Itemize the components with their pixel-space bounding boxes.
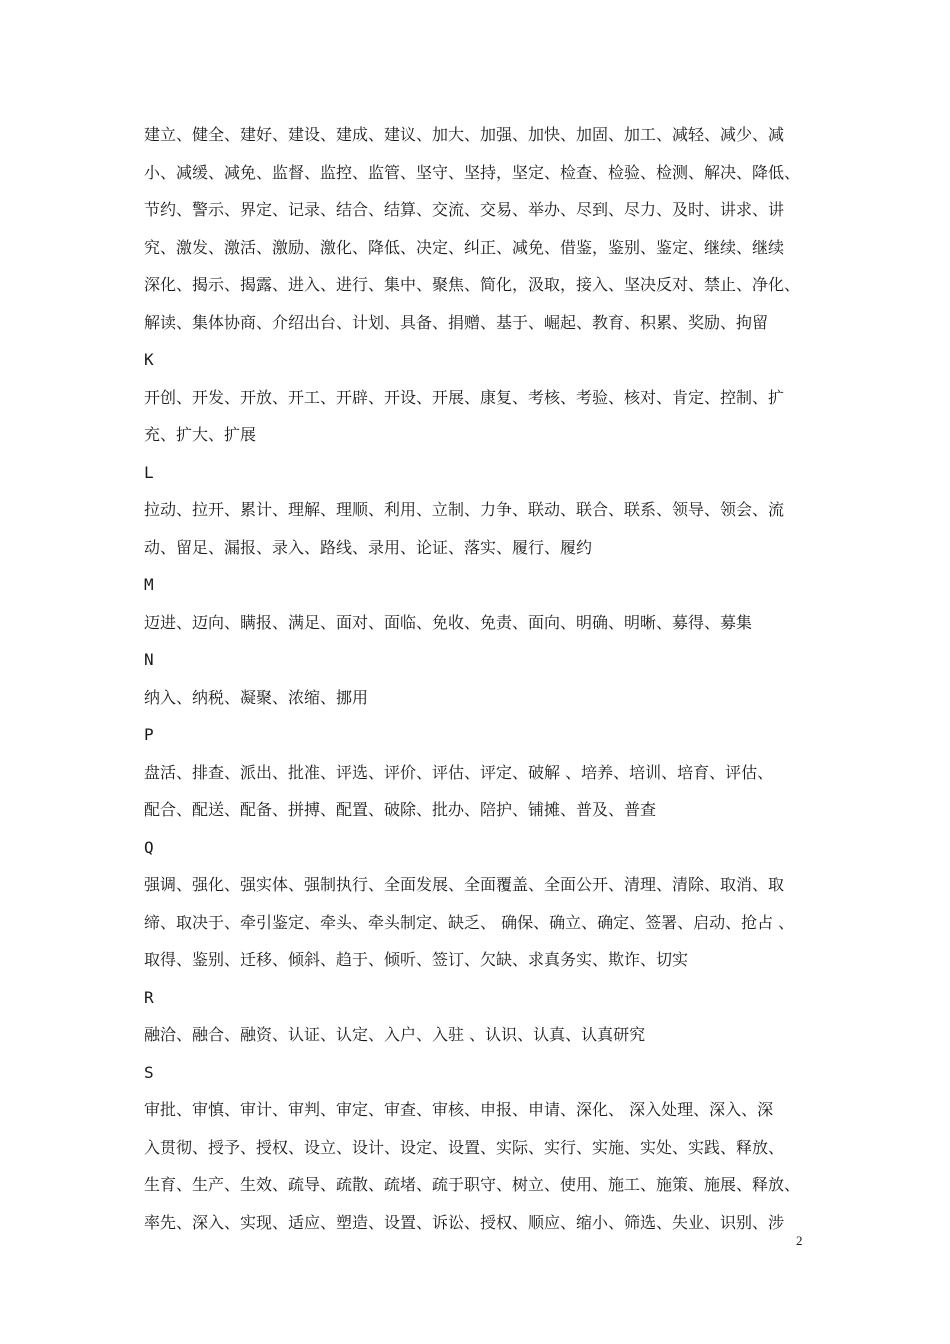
text-line: 建立、健全、建好、建设、建成、建议、加大、加强、加快、加固、加工、减轻、减少、减 xyxy=(144,125,785,144)
text-line: 小、减缓、减免、监督、监控、监管、坚守、坚持，坚定、检查、检验、检测、解决、降低、 xyxy=(144,162,801,182)
text-line: 迈进、迈向、瞒报、满足、面对、面临、免收、免责、面向、明确、明晰、募得、募集 xyxy=(144,612,753,632)
text-line: 审批、审慎、审计、审判、审定、审查、审核、申报、申请、深化、 深入处理、深入、深 xyxy=(144,1100,774,1119)
text-line: 率先、深入、实现、适应、塑造、设置、诉讼、授权、顺应、缩小、筛选、失业、识别、涉 xyxy=(144,1212,785,1232)
document-body xyxy=(144,116,809,1241)
text-line: 解读、集体协商、介绍出台、计划、具备、捐赠、基于、崛起、教育、积累、奖励、拘留 xyxy=(144,312,769,332)
text-line: 强调、强化、强实体、强制执行、全面发展、全面覆盖、全面公开、清理、清除、取消、取 xyxy=(144,875,785,894)
text-line: 节约、警示、界定、记录、结合、结算、交流、交易、举办、尽到、尽力、及时、讲求、讲 xyxy=(144,200,785,219)
text-line: 入贯彻、授予、授权、设立、设计、设定、设置、实际、实行、实施、实处、实践、释放、 xyxy=(144,1137,785,1157)
text-line: 开创、开发、开放、开工、开辟、开设、开展、康复、考核、考验、核对、肯定、控制、扩 xyxy=(144,387,785,407)
section-letter-l: L xyxy=(144,462,154,482)
section-letter-p: P xyxy=(144,725,154,744)
text-line: 深化、揭示、揭露、进入、进行、集中、聚焦、简化，汲取，接入、坚决反对、禁止、净化、 xyxy=(144,275,801,294)
text-line: 纳入、纳税、凝聚、浓缩、挪用 xyxy=(144,687,369,707)
section-letter-r: R xyxy=(144,987,154,1007)
text-line: 配合、配送、配备、拼搏、配置、破除、批办、陪护、铺摊、普及、普查 xyxy=(144,800,657,819)
page-number: 2 xyxy=(796,1233,803,1248)
text-line: 盘活、排查、派出、批准、评选、评价、评估、评定、破解 、培养、培训、培育、评估、 xyxy=(144,762,774,782)
text-line: 究、激发、激活、激励、激化、降低、决定、纠正、减免、借鉴，鉴别、鉴定、继续、继续 xyxy=(144,237,785,257)
text-line: 融洽、融合、融资、认证、认定、入户、入驻 、认识、认真、认真研究 xyxy=(144,1025,646,1044)
text-line: 动、留足、漏报、录入、路线、录用、论证、落实、履行、履约 xyxy=(144,537,593,557)
text-line: 拉动、拉开、累计、理解、理顺、利用、立制、力争、联动、联合、联系、领导、领会、流 xyxy=(144,500,785,519)
text-line: 取得、鉴别、迁移、倾斜、趋于、倾听、签订、欠缺、求真务实、欺诈、切实 xyxy=(144,950,689,969)
section-letter-m: M xyxy=(144,575,154,594)
text-line: 生育、生产、生效、疏导、疏散、疏堵、疏于职守、树立、使用、施工、施策、施展、释放、 xyxy=(144,1175,801,1194)
text-line: 缔、取决于、牵引鉴定、牵头、牵头制定、缺乏、 确保、确立、确定、签署、启动、抢占 、 xyxy=(144,912,795,932)
section-letter-q: Q xyxy=(144,837,154,857)
section-letter-s: S xyxy=(144,1062,154,1082)
text-line: 充、扩大、扩展 xyxy=(144,425,257,444)
section-letter-n: N xyxy=(144,650,154,669)
section-letter-k: K xyxy=(144,350,154,369)
